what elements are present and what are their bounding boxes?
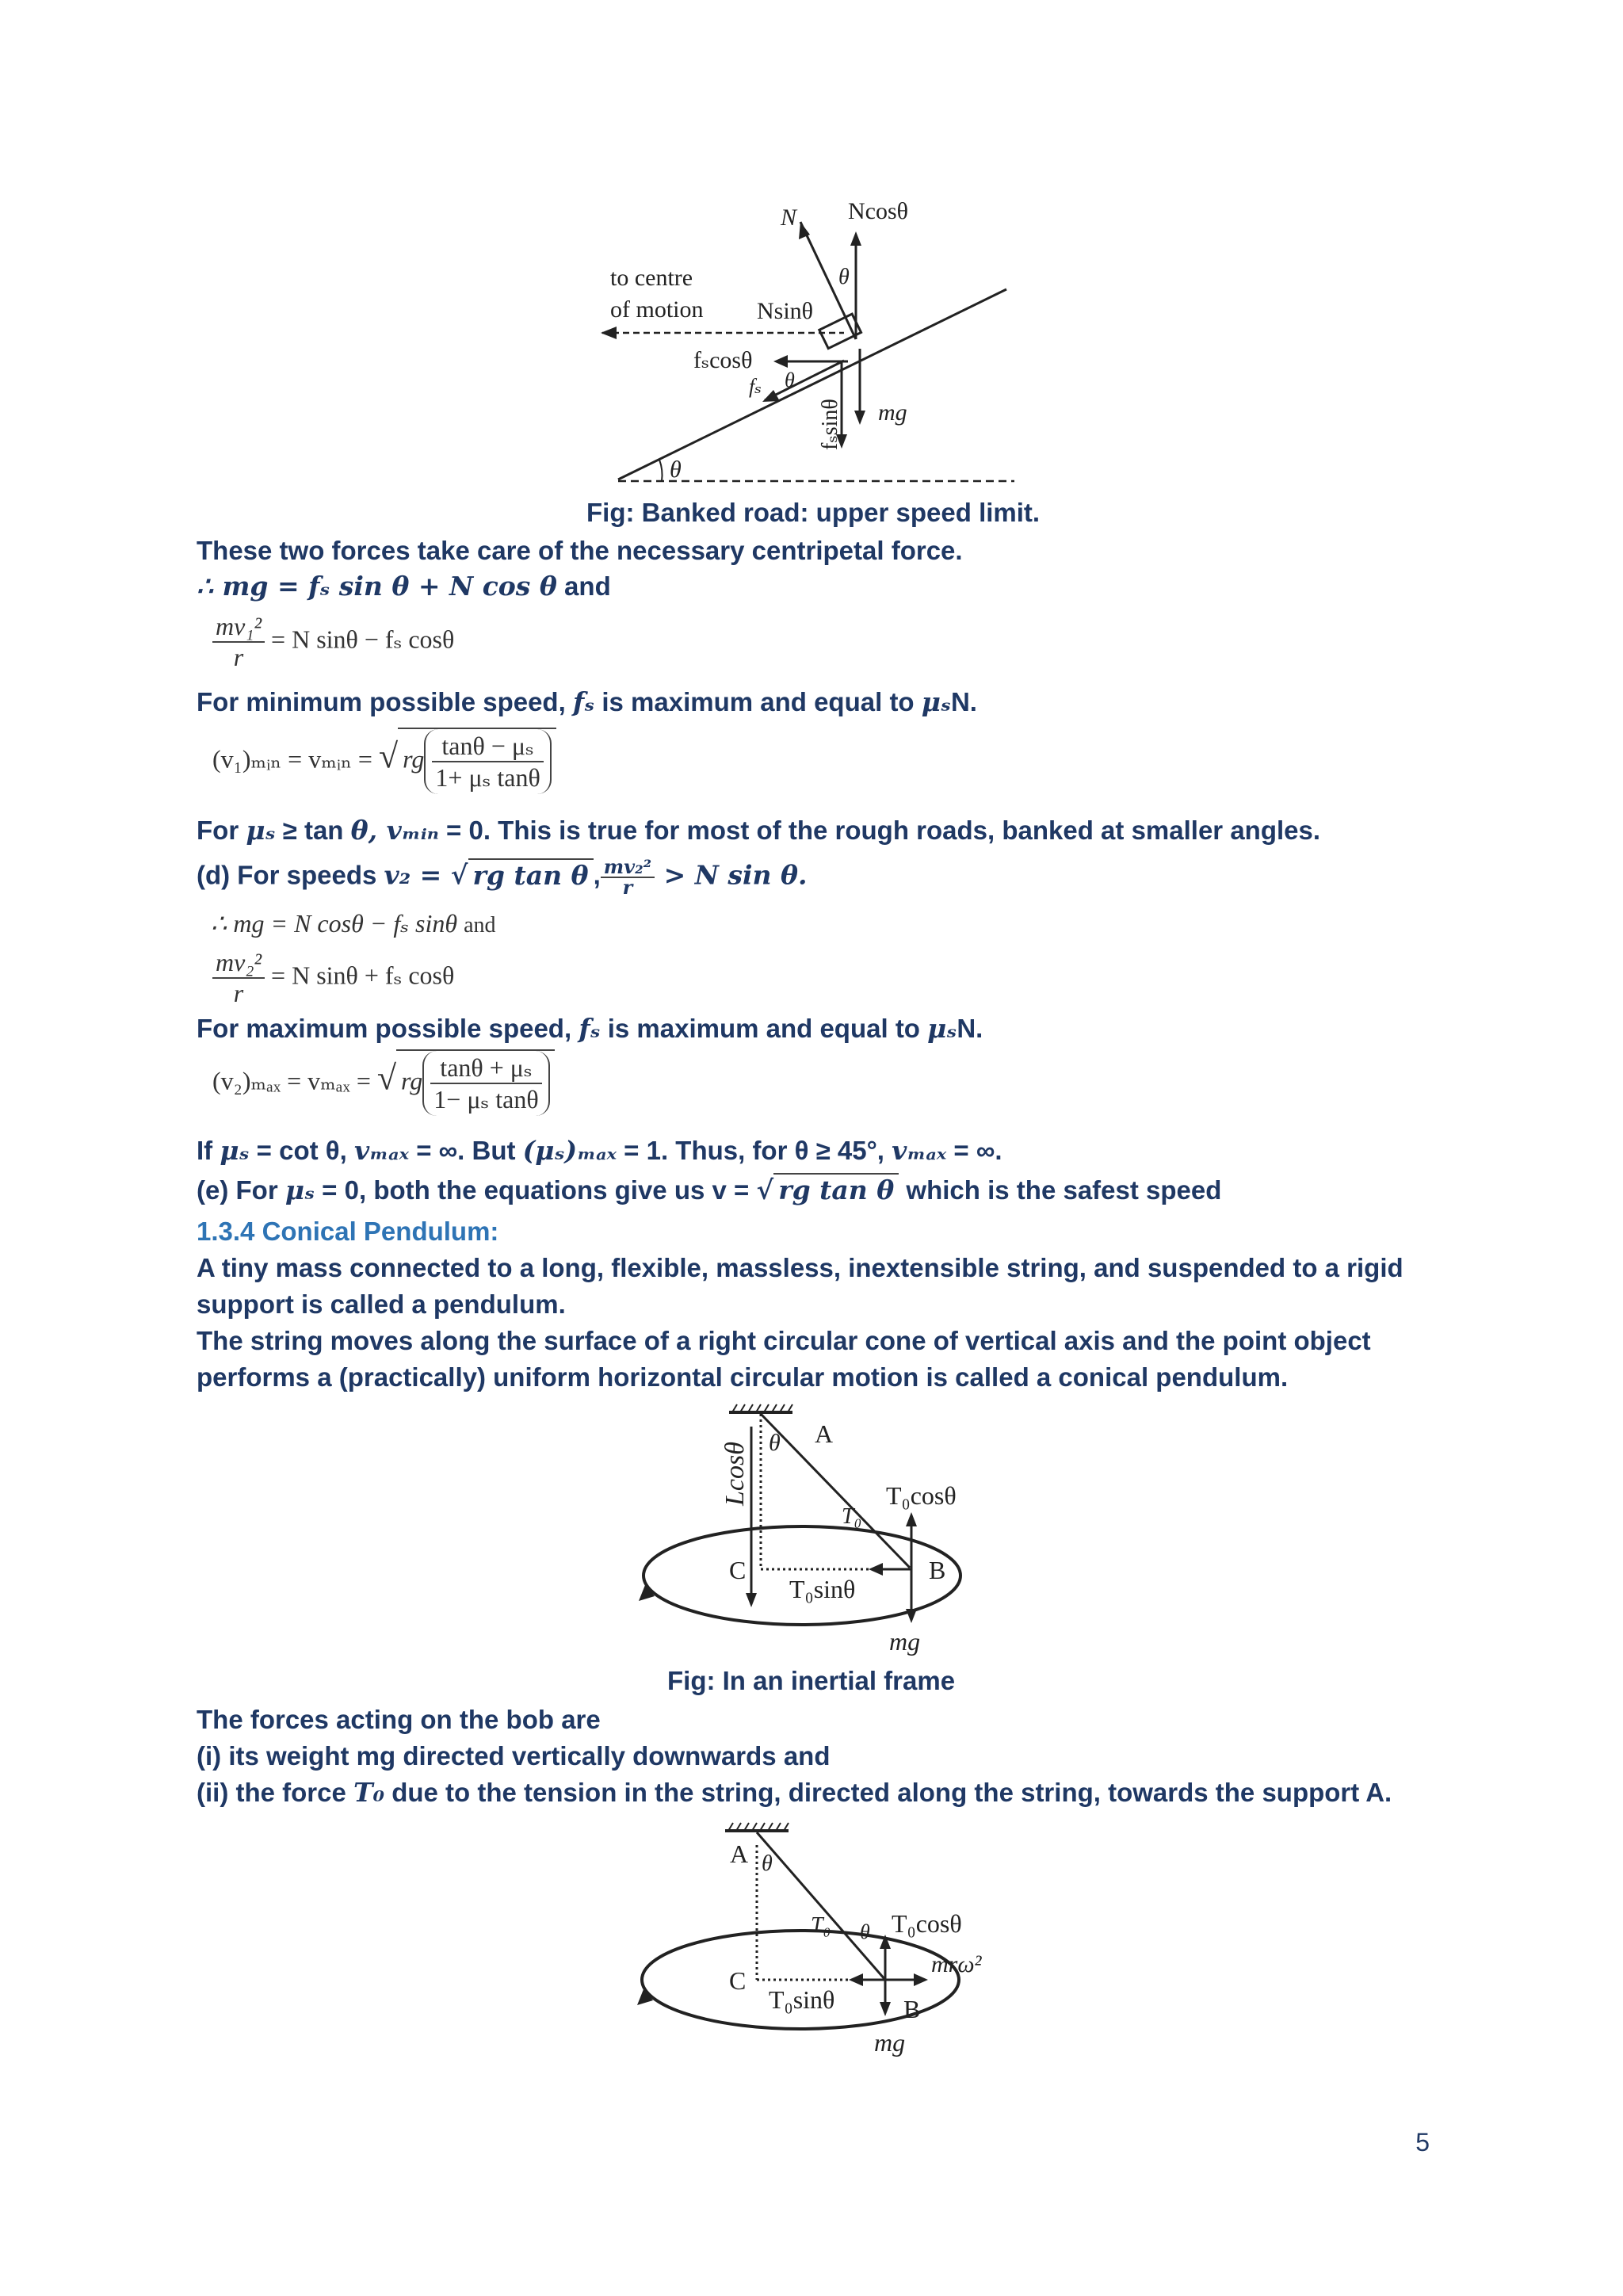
conical-pendulum-figure-inertial: [634, 1403, 999, 1664]
t0cos-label: T₀cosθ: [886, 1481, 957, 1510]
f3-a: (ii) the force: [197, 1778, 354, 1807]
equation-mg-line: [197, 571, 611, 602]
figure-caption-inertial: Fig: In an inertial frame: [667, 1666, 956, 1695]
lcos-label: Lcosθ: [720, 1442, 750, 1506]
l7-a: If: [197, 1136, 220, 1165]
l7-m4: vₘₐₓ: [892, 1135, 947, 1166]
nsin-label: Nsinθ: [757, 298, 814, 324]
equation-mg-ncos: [211, 908, 496, 938]
l7-m2: vₘₐₓ: [353, 1135, 410, 1166]
l3-text-a: For minimum possible speed,: [197, 687, 573, 716]
l5-sqrt: rg tan θ: [468, 858, 594, 892]
paragraph-pendulum-2a: The string moves along the surface of a right circular cone of vertical axis and the point object: [197, 1326, 1371, 1355]
l5-text-a: (d) For speeds: [197, 860, 384, 890]
mg-label: mg: [878, 399, 907, 426]
theta-label: θ: [762, 1851, 773, 1876]
eq5-denominator: 1− μₛ tanθ: [433, 1085, 539, 1114]
l4-text-c: = 0. This is true for most of the rough roads, banked at smaller angles.: [438, 816, 1321, 845]
ncos-label: Ncosθ: [848, 198, 909, 224]
l6-text-b: is maximum and equal to: [600, 1014, 928, 1043]
of-motion-label: of motion: [610, 296, 704, 323]
eq5-lhs: (v₂)ₘₐₓ = vₘₐₓ =: [212, 1066, 371, 1095]
l7-e: = ∞.: [946, 1136, 1002, 1165]
equation-mg-math: ∴ mg = fₛ sin θ + N cos θ: [197, 571, 557, 602]
paragraph-pendulum-1b: support is called a pendulum.: [197, 1289, 566, 1319]
eq4-rhs: = N sinθ + fₛ cosθ: [271, 961, 455, 990]
f3-b: due to the tension in the string, directed along the string, towards the support A.: [384, 1778, 1392, 1807]
eq3-text: ∴ mg = N cosθ − fₛ sinθ: [211, 909, 458, 938]
l4-text-b: ≥ tan: [275, 816, 351, 845]
eq5-numerator: tanθ + μₛ: [430, 1052, 541, 1084]
l8-a: (e) For: [197, 1175, 285, 1205]
paragraph-min-speed: [197, 686, 977, 718]
banked-road-figure: [586, 182, 1030, 499]
l7-m: μₛ: [220, 1135, 250, 1166]
point-b-label: B: [903, 1995, 921, 2023]
l7-d: = 1. Thus, for θ ≥ 45°,: [616, 1136, 892, 1165]
theta-mid-label: θ: [785, 369, 795, 392]
t0sin-label: T₀sinθ: [789, 1575, 856, 1603]
eq4-denominator: r: [233, 979, 244, 1007]
l3-text-b: is maximum and equal to: [594, 687, 922, 716]
l8-sqrt: rg tan θ: [773, 1173, 899, 1206]
paragraph-d-speeds: (d) For speeds v₂ = √ rg tan θ , $\frac{\text{mv₂²}}{r}$ > N sin θ.: [197, 855, 808, 899]
eq2-rg: rg: [403, 744, 425, 774]
f3-m: T₀: [353, 1777, 385, 1808]
equation-vmin: (v₁)ₘᵢₙ = vₘᵢₙ = √ rg $\frac{\text{tanθ − μₛ}}{\text{1+ μₛ tanθ}}$: [212, 728, 556, 794]
conical-pendulum-figure-rotating: [630, 1821, 1026, 2075]
l6-text-a: For maximum possible speed,: [197, 1014, 579, 1043]
t0cos-label: T₀cosθ: [892, 1909, 962, 1938]
l7-c: = ∞. But: [409, 1136, 523, 1165]
mg-label: mg: [874, 2028, 906, 2057]
equation-mv2: [212, 948, 454, 1008]
fcos-label: fₛcosθ: [693, 347, 753, 373]
t0sin-label: T₀sinθ: [769, 1985, 835, 2014]
mg-label: mg: [889, 1627, 921, 1656]
equation-mg-and: and: [556, 571, 611, 601]
point-a-label: A: [815, 1419, 834, 1448]
paragraph-weight: (i) its weight mg directed vertically downwards and: [197, 1741, 831, 1771]
l3-math-fs: fₛ: [572, 686, 595, 717]
l8-m: μₛ: [285, 1175, 315, 1205]
paragraph-centripetal: These two forces take care of the necessary centripetal force.: [197, 536, 963, 565]
l3-math-mu: μₛ: [921, 686, 951, 717]
to-centre-label: to centre: [610, 265, 693, 291]
eq3-and: and: [464, 913, 496, 938]
point-c-label: C: [729, 1556, 747, 1584]
section-heading: 1.3.4 Conical Pendulum:: [197, 1217, 499, 1246]
paragraph-pendulum-2b: performs a (practically) uniform horizontal circular motion is called a conical pendulum.: [197, 1362, 1289, 1392]
theta2-label: θ: [860, 1920, 870, 1943]
l4-math-mu: μₛ: [246, 815, 276, 846]
paragraph-tension: [197, 1777, 1392, 1809]
l7-b: = cot θ,: [249, 1136, 354, 1165]
paragraph-forces-bob: The forces acting on the bob are: [197, 1705, 601, 1734]
mrw2-label: mrω²: [931, 1951, 982, 1977]
paragraph-max-speed: [197, 1013, 983, 1045]
paragraph-pendulum-1a: A tiny mass connected to a long, flexible, massless, inextensible string, and suspended to a rigid: [197, 1253, 1403, 1282]
l5-comma: ,: [593, 860, 601, 890]
point-a-label: A: [730, 1839, 749, 1868]
fs-label: fₛ: [749, 375, 762, 398]
eq5-rg: rg: [401, 1066, 423, 1095]
eq2-denominator: 1+ μₛ tanθ: [435, 763, 540, 792]
t0-label: T₀: [811, 1913, 831, 1938]
theta-base-label: θ: [670, 457, 682, 483]
l5-frac-num: mv₂²: [601, 858, 655, 878]
eq1-rhs: = N sinθ − fₛ cosθ: [271, 625, 455, 654]
theta-top-label: θ: [838, 265, 850, 289]
eq4-numerator: mv₂²: [212, 948, 265, 979]
paragraph-cot-theta: [197, 1135, 1002, 1167]
eq1-denominator: r: [233, 643, 244, 671]
equation-mv1: [212, 612, 454, 672]
point-b-label: B: [929, 1556, 946, 1584]
theta-label: θ: [769, 1430, 781, 1456]
l8-c: which is the safest speed: [899, 1175, 1222, 1205]
l8-b: = 0, both the equations give us v =: [315, 1175, 757, 1205]
l6-math-fs: fₛ: [579, 1013, 601, 1044]
figure-caption-banked-road: Fig: Banked road: upper speed limit.: [586, 498, 1041, 527]
n-label: N: [781, 204, 797, 231]
paragraph-mu-ge-tan: [197, 815, 1320, 846]
l4-math-vmin: θ, vₘᵢₙ: [350, 815, 439, 846]
eq2-numerator: tanθ − μₛ: [432, 731, 543, 762]
page-number: 5: [1415, 2128, 1430, 2157]
l6-math-mu: μₛ: [927, 1013, 957, 1044]
l5-math-tail: > N sin θ.: [655, 859, 808, 891]
l6-text-c: N.: [957, 1014, 983, 1043]
l3-text-c: N.: [950, 687, 977, 716]
fsin-label: fₛsinθ: [818, 399, 842, 450]
point-c-label: C: [729, 1966, 747, 1995]
eq2-lhs: (v₁)ₘᵢₙ = vₘᵢₙ =: [212, 744, 372, 774]
l5-math-v2: v₂ =: [384, 859, 451, 891]
equation-vmax: (v₂)ₘₐₓ = vₘₐₓ = √ rg $\frac{\text{tanθ + μₛ}}{\text{1− μₛ tanθ}}$: [212, 1049, 555, 1116]
paragraph-e-safest: (e) For μₛ = 0, both the equations give us v = √ rg tan θ which is the safest speed: [197, 1175, 1222, 1205]
t0-label: T₀: [842, 1504, 862, 1529]
l7-m3: (μₛ)ₘₐₓ: [522, 1135, 617, 1166]
l5-frac-den: r: [622, 876, 633, 899]
eq1-numerator: mv₁²: [212, 612, 265, 643]
l4-text-a: For: [197, 816, 246, 845]
